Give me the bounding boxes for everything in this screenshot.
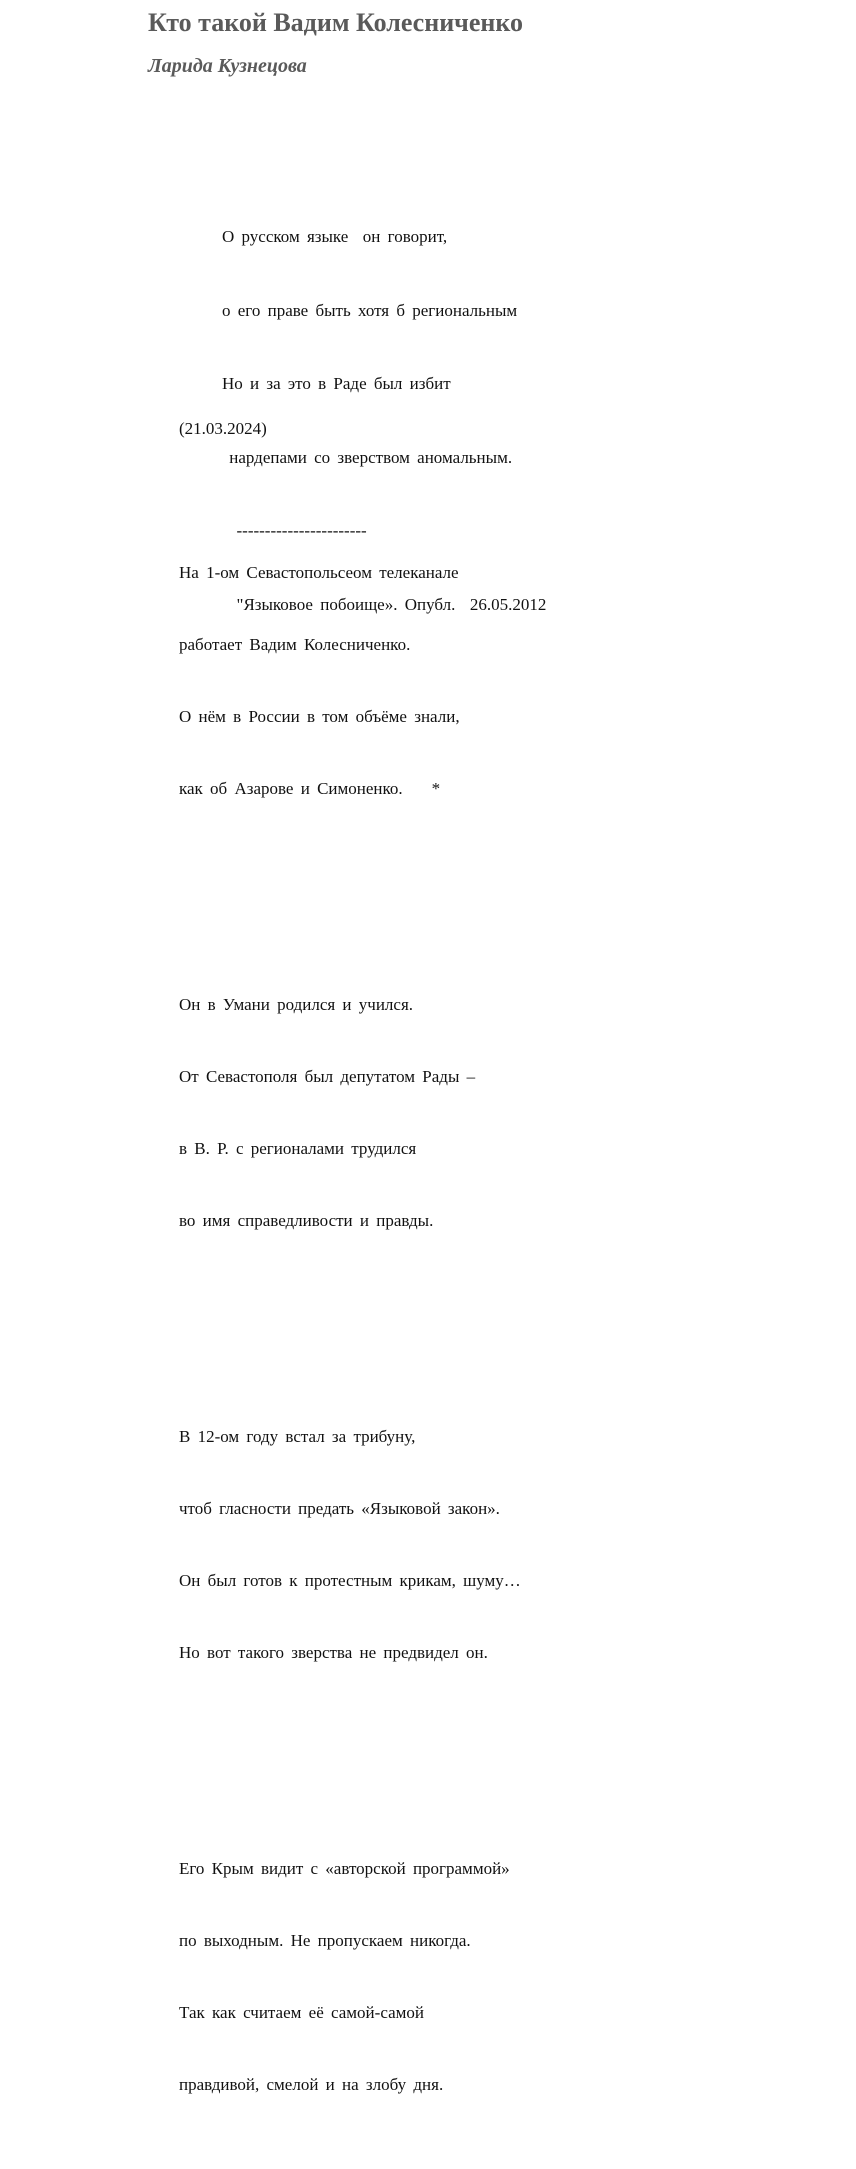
poem-line: На 1-ом Севастопольсеом телеканале [179, 563, 459, 582]
poem-line: в В. Р. с регионалами трудился [179, 1139, 417, 1158]
stanza [179, 1377, 521, 1713]
epigraph-source: "Языковое побоище». Опубл. 26.05.2012 [222, 594, 547, 614]
poem-line: О нём в России в том объёме знали, [179, 707, 460, 726]
poem-line: правдивой, смелой и на злобу дня. [179, 2075, 444, 2094]
poem-line: Он был готов к протестным крикам, шуму… [179, 1571, 521, 1590]
author-name: Ларида Кузнецова [148, 55, 307, 77]
epigraph-separator: ----------------------- [222, 521, 367, 540]
poem-line: Так как считаем её самой-самой [179, 2003, 424, 2022]
stanza [179, 945, 521, 1281]
poem-line: чтоб гласности предать «Языковой закон». [179, 1499, 500, 1518]
poem-body [179, 369, 521, 2169]
poem-line: во имя справедливости и правды. [179, 1211, 434, 1230]
epigraph-line: О русском языке он говорит, [222, 227, 448, 246]
poem-line: по выходным. Не пропускаем никогда. [179, 1931, 471, 1950]
page-title: Кто такой Вадим Колесниченко [148, 8, 524, 37]
poem-date: (21.03.2024) [179, 419, 267, 438]
poem-line: Его Крым видит с «авторской программой» [179, 1859, 510, 1878]
epigraph-line: Но и за это в Раде был избит [222, 374, 451, 393]
stanza [179, 1809, 521, 2145]
stanza [179, 513, 521, 849]
poem-line: как об Азарове и Симоненко. * [179, 779, 441, 798]
poem-line: Но вот такого зверства не предвидел он. [179, 1643, 488, 1662]
poem-line: Он в Умани родился и учился. [179, 995, 414, 1014]
poem-line: В 12-ом году встал за трибуну, [179, 1427, 416, 1446]
epigraph-line: нардепами со зверством аномальным. [222, 447, 513, 467]
epigraph-line: о его праве быть хотя б региональным [222, 300, 518, 320]
poem-line: работает Вадим Колесниченко. [179, 635, 411, 654]
poem-line: От Севастополя был депутатом Рады – [179, 1067, 476, 1086]
